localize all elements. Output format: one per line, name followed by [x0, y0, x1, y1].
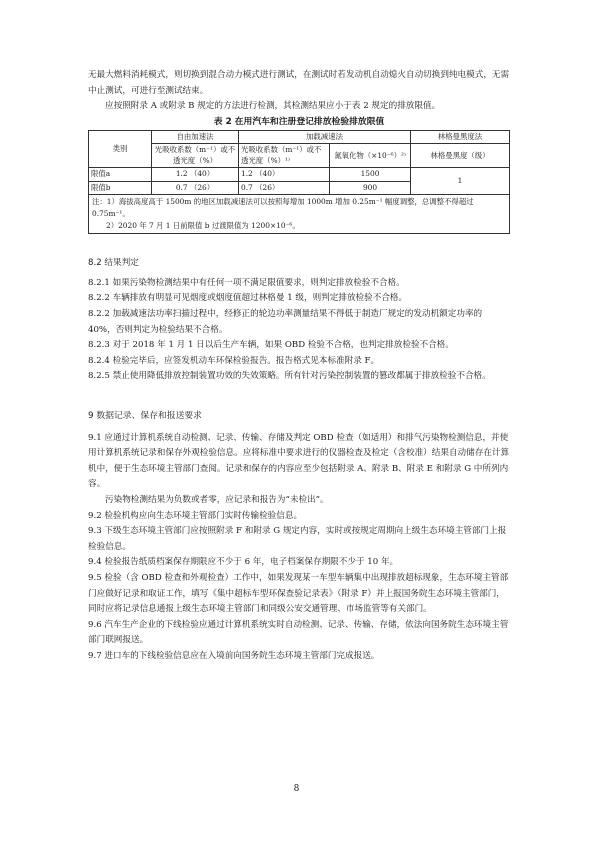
header-category: 类别	[89, 130, 152, 168]
table-note-2: 2）2020 年 7 月 1 日前限值 b 过渡限值为 1200×10⁻⁶。	[106, 221, 300, 231]
subheader-free-accel: 光吸收系数（m⁻¹）或不透光度（%）	[152, 144, 239, 168]
subheader-lugdown-opacity: 光吸收系数（m⁻¹）或不透光度（%）¹⁾	[239, 144, 330, 168]
clause-item: 9.6 汽车生产企业的下线检验应通过计算机系统实时自动检测、记录、传输、存储，依法向国务院生态环境主管部门联网报送。	[88, 619, 509, 646]
paragraph-method: 应按照附录 A 或附录 B 规定的方法进行检测，其检测结果应小于表 2 规定的排放限值。	[105, 101, 441, 112]
cell-free-accel: 0.7 （26）	[152, 181, 239, 195]
clause-item: 8.2.2 车辆排放有明显可见烟度或烟度值超过林格曼 1 级，则判定排放检验不合格。	[88, 293, 408, 304]
table-note-1: 注：1）海拔高度高于 1500m 的地区加载减速法可以按照每增加 1000m 增加 0.25m⁻¹ 幅度调整，总调整不得超过 0.75m⁻¹。	[92, 197, 474, 219]
clause-item: 9.7 进口车的下线检验信息应在入境前向国务院生态环境主管部门完成报送。	[88, 650, 380, 661]
clause-item: 8.2.3 对于 2018 年 1 月 1 日以后生产车辆，如果 OBD 检验不合格，也判定排放检验不合格。	[88, 340, 454, 351]
table-row	[89, 168, 510, 182]
clause-item: 8.2.4 检验完毕后，应签发机动车环保检验报告。报告格式见本标准附录 F。	[88, 355, 380, 366]
paragraph-intro: 无最大燃料消耗模式，则切换到混合动力模式进行测试，在测试时若发动机自动熄火自动切换到纯电模式，无需中止测试，可进行至测试结束。	[88, 70, 510, 96]
clause-item: 8.2.1 如果污染物检测结果中有任何一项不满足限值要求，则判定排放检验不合格。	[88, 277, 405, 288]
cell-free-accel: 1.2 （40）	[152, 168, 239, 182]
subheader-nox	[330, 144, 411, 168]
cell-lugdown-opacity: 1.2 （40）	[239, 168, 330, 182]
table-title: 表 2 在用汽车和注册登记排放检验排放限值	[213, 116, 385, 127]
header-ringelmann: 林格曼黑度法	[411, 130, 510, 144]
clause-item: 9.1 应通过计算机系统自动检测、记录、传输、存储及判定 OBD 检查（如适用）和排气污染物检测信息，并使用计算机系统记录和保存外观检验信息。应将标准中要求进行的仪器检查及检定（含校准）结果自动储存在计算机中，便于生态环境主管部门查阅。记录和保存的内容应至少包括附录 A、附录 B、附录 E 和附录 G 中所列内容。	[88, 432, 510, 490]
subheader-nox-label: 氮氧化物（×10⁻⁶）²⁾	[334, 150, 406, 160]
clause-item: 8.2.5 禁止使用降低排放控制装置功效的失效策略。所有针对污染控制装置的篡改都属于排放检验不合格。	[88, 371, 491, 382]
clause-item: 9.3 下级生态环境主管部门应按照附录 F 和附录 G 规定内容，实时或按规定周期向上级生态环境主管部门上报检验信息。	[88, 526, 507, 552]
cell-nox: 1500	[330, 168, 411, 182]
section-heading-8-2: 8.2 结果判定	[88, 258, 139, 269]
page-content	[88, 68, 510, 665]
row-label: 限值b	[89, 181, 152, 195]
cell-lugdown-opacity: 0.7 （26）	[239, 181, 330, 195]
cell-nox: 900	[330, 181, 411, 195]
clause-item: 9.5 检验（含 OBD 检查和外观检查）工作中，如果发现某一车型车辆集中出现排放超标现象，生态环境主管部门应做好记录和取证工作，填写《集中超标车型环保查验记录表》（附录 F）并上报国务院生态环境主管部门，同时应将记录信息通报上级生态环境主管部门和同级公安交通管理、市场监管等有关部门。	[88, 572, 509, 615]
subheader-ringelmann: 林格曼黑度（级）	[411, 144, 510, 168]
header-free-accel: 自由加速法	[152, 130, 239, 144]
cell-ringelmann: 1	[411, 168, 510, 195]
emission-limits-table	[88, 130, 510, 235]
clause-item: 8.2.2 加载减速法功率扫描过程中，经修正的轮边功率测量结果不得低于制造厂规定的发动机额定功率的 40%，否则判定为检验结果不合格。	[88, 309, 483, 335]
section-heading-9: 9 数据记录、保存和报送要求	[88, 411, 202, 422]
row-label: 限值a	[89, 168, 152, 182]
clause-item: 9.4 检验报告纸质档案保存期限应不少于 6 年，电子档案保存期限不少于 10 年。	[88, 557, 399, 568]
clause-item: 9.2 检验机构应向生态环境主管部门实时传输检验信息。	[88, 510, 303, 521]
table-notes	[89, 195, 510, 234]
page-number: 8	[293, 784, 300, 794]
header-lugdown: 加载减速法	[239, 130, 411, 144]
clause-item: 污染物检测结果为负数或者零，应记录和报告为“未检出”。	[105, 495, 329, 505]
